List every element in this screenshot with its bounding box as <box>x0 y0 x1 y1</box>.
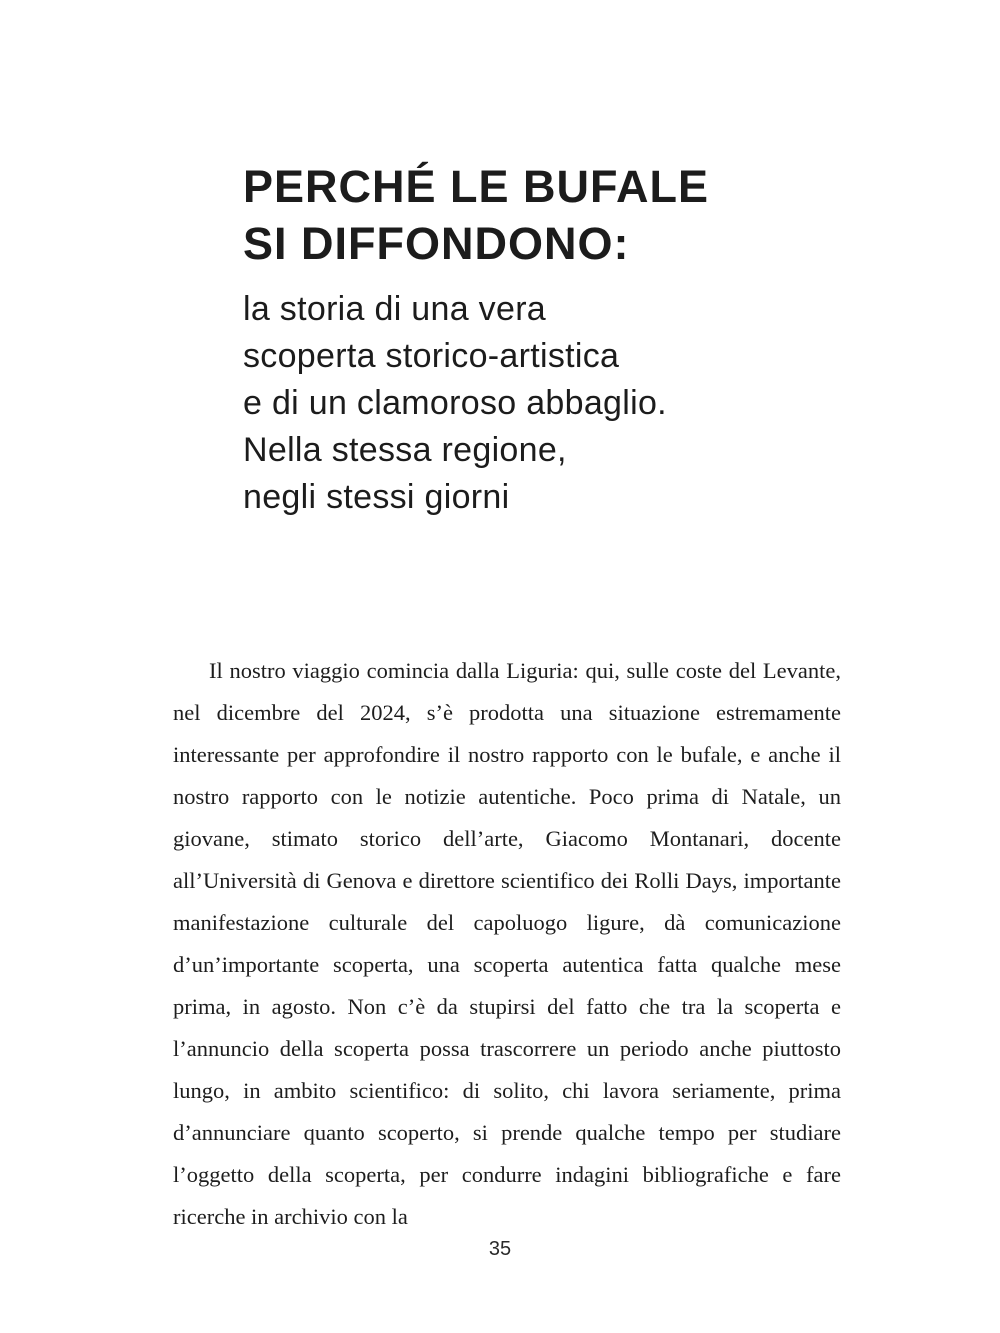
chapter-header <box>243 158 709 521</box>
chapter-title-line-1: PERCHÉ LE BUFALE <box>243 161 710 212</box>
chapter-subtitle-line-1: la storia di una vera <box>243 290 547 328</box>
chapter-title-line-2: SI DIFFONDONO: <box>243 218 630 269</box>
chapter-subtitle-line-5: negli stessi giorni <box>243 478 510 516</box>
chapter-subtitle <box>243 286 709 521</box>
chapter-subtitle-line-4: Nella stessa regione, <box>243 431 567 469</box>
chapter-subtitle-line-3: e di un clamoroso abbaglio. <box>243 384 667 422</box>
page-number: 35 <box>488 1238 512 1260</box>
chapter-title <box>243 158 709 272</box>
body-paragraph: Il nostro viaggio comincia dalla Liguria: qui, sulle coste del Levante, nel dicembre del 2024, s’è prodotta una situazione estremamente interessante per approfondire il nostro rapporto con le bufale, e anche il nostro rapporto con le notizie autentiche. Poco prima di Natale, un giovane, stimato storico dell’arte, Giacomo Montanari, docente all’Università di Genova e direttore scientifico dei Rolli Days, importante manifestazione culturale del capoluogo ligure, dà comunicazione d’un’importante scoperta, una scoperta autentica fatta qualche mese prima, in agosto. Non c’è da stupirsi del fatto che tra la scoperta e l’annuncio della scoperta possa trascorrere un periodo anche piuttosto lungo, in ambito scientifico: di solito, chi lavora seriamente, prima d’annunciare quanto scoperto, si prende qualche tempo per studiare l’oggetto della scoperta, per condurre indagini bibliografiche e fare ricerche in archivio con la <box>173 658 841 1229</box>
chapter-subtitle-line-2: scoperta storico-artistica <box>243 337 620 375</box>
